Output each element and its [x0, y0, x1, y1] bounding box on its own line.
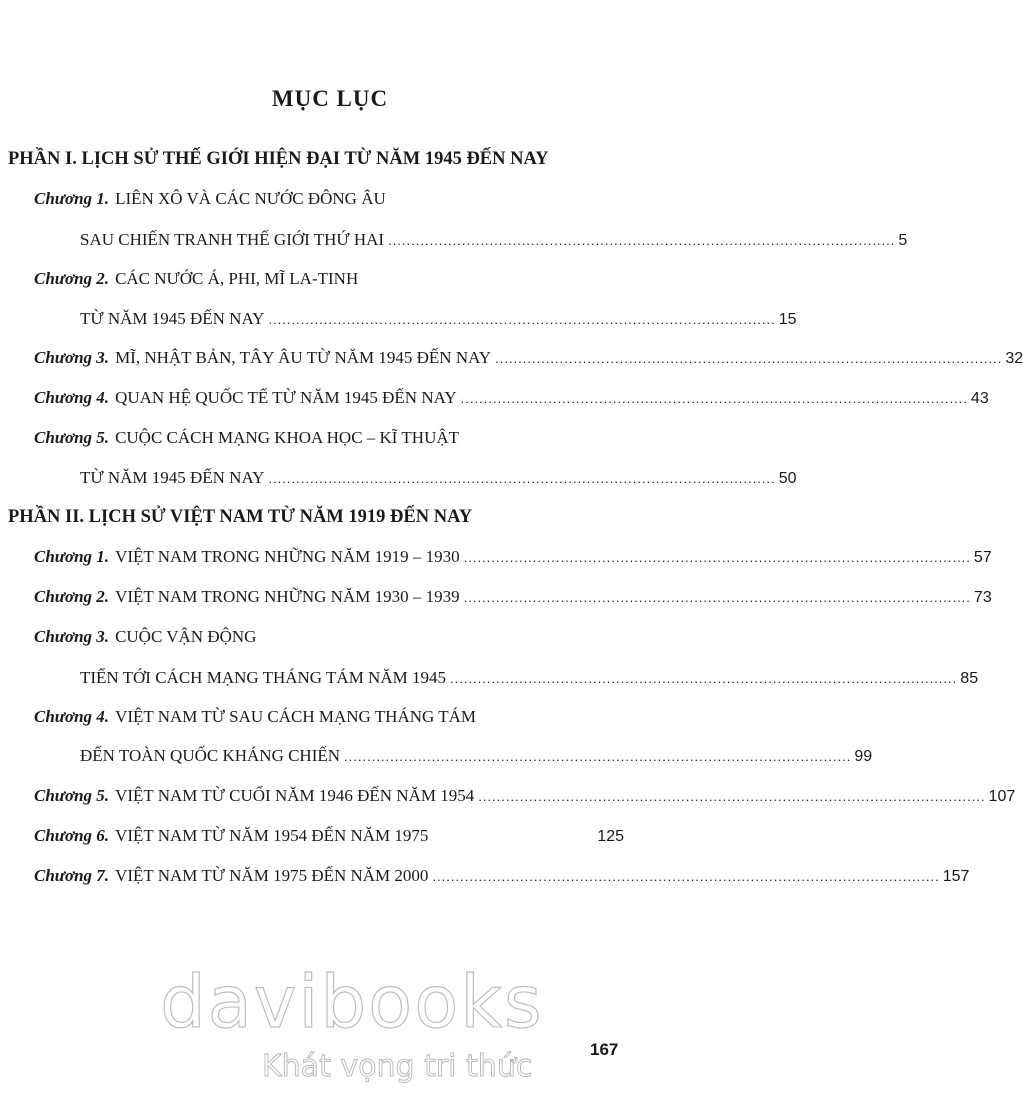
watermark-brand: davibooks [160, 960, 544, 1044]
page-ref: 157 [942, 868, 970, 885]
page-ref: 43 [970, 390, 989, 407]
chapter-title-cont: ĐẾN TOÀN QUỐC KHÁNG CHIẾN [80, 746, 341, 765]
chapter-label: Chương 2. [34, 269, 110, 288]
chapter-title-cont: TỪ NĂM 1945 ĐẾN NAY [80, 309, 265, 328]
chapter-title: VIỆT NAM TRONG NHỮNG NĂM 1930 – 1939 [115, 587, 460, 606]
dot-leader: .............................................................................................................. [344, 749, 852, 764]
chapter-title: VIỆT NAM TỪ CUỐI NĂM 1946 ĐẾN NĂM 1954 [115, 786, 475, 805]
dot-leader: .............................................................................................................. [478, 789, 986, 804]
chapter-title: CÁC NƯỚC Á, PHI, MĨ LA-TINH [115, 269, 359, 288]
toc-entry-p1-ch4[interactable] [34, 388, 989, 408]
dot-leader: .............................................................................................................. [449, 671, 958, 686]
watermark-slogan: Khát vọng tri thức [262, 1049, 533, 1084]
page-ref: 15 [778, 311, 797, 328]
chapter-title-cont: TỪ NĂM 1945 ĐẾN NAY [80, 468, 265, 487]
chapter-label: Chương 3. [34, 348, 110, 367]
toc-entry-p1-ch5[interactable] [34, 428, 624, 448]
dot-leader: .............................................................................................................. [460, 391, 968, 406]
chapter-label: Chương 6. [34, 826, 110, 845]
page-ref: 32 [1005, 350, 1023, 367]
page-number: 167 [590, 1040, 619, 1059]
chapter-label: Chương 1. [34, 547, 110, 566]
page-ref: 99 [854, 748, 873, 765]
chapter-label: Chương 4. [34, 388, 110, 407]
toc-entry-p1-ch3[interactable] [34, 348, 1023, 368]
toc-entry-p2-ch3-cont[interactable] [80, 668, 979, 688]
chapter-label: Chương 1. [34, 189, 110, 208]
page-ref: 73 [973, 589, 992, 606]
toc-entry-p2-ch3[interactable] [34, 627, 624, 647]
dot-leader: .............................................................................................................. [495, 351, 1003, 366]
toc-entry-p2-ch1[interactable] [34, 547, 992, 567]
dot-leader: .............................................................................................................. [268, 471, 776, 486]
page-ref: 57 [973, 549, 992, 566]
page-ref: 107 [988, 788, 1016, 805]
chapter-title: QUAN HỆ QUỐC TẾ TỪ NĂM 1945 ĐẾN NAY [115, 388, 457, 407]
chapter-title: CUỘC CÁCH MẠNG KHOA HỌC – KĨ THUẬT [115, 428, 460, 447]
toc-entry-p2-ch5[interactable] [34, 786, 1016, 806]
chapter-label: Chương 7. [34, 866, 110, 885]
chapter-title-cont: SAU CHIẾN TRANH THẾ GIỚI THỨ HAI [80, 230, 385, 249]
part-1-heading: PHẦN I. LỊCH SỬ THẾ GIỚI HIỆN ĐẠI TỪ NĂM 1945 ĐẾN NAY [8, 149, 549, 169]
page-title: MỤC LỤC [271, 86, 389, 111]
part-2-heading: PHẦN II. LỊCH SỬ VIỆT NAM TỪ NĂM 1919 ĐẾN NAY [8, 507, 473, 527]
chapter-title-cont: TIẾN TỚI CÁCH MẠNG THÁNG TÁM NĂM 1945 [80, 668, 446, 687]
chapter-title: MĨ, NHẬT BẢN, TÂY ÂU TỪ NĂM 1945 ĐẾN NAY [115, 348, 492, 367]
toc-entry-p1-ch1[interactable] [34, 189, 624, 209]
toc-entry-p1-ch2[interactable] [34, 269, 624, 289]
chapter-label: Chương 4. [34, 707, 110, 726]
chapter-title: VIỆT NAM TRONG NHỮNG NĂM 1919 – 1930 [115, 547, 460, 566]
chapter-label: Chương 5. [34, 428, 110, 447]
page-ref: 50 [778, 470, 797, 487]
dot-leader: .............................................................................................................. [388, 233, 896, 248]
chapter-title: VIỆT NAM TỪ NĂM 1975 ĐẾN NĂM 2000 [115, 866, 429, 885]
toc-entry-p2-ch2[interactable] [34, 587, 992, 607]
dot-leader: .............................................................................................................. [268, 312, 776, 327]
page-ref: 5 [898, 232, 908, 249]
toc-entry-p1-ch2-cont[interactable] [80, 309, 797, 329]
chapter-title: VIỆT NAM TỪ SAU CÁCH MẠNG THÁNG TÁM [115, 707, 476, 726]
page-ref: 125 [597, 828, 624, 845]
dot-leader: .............................................................................................................. [463, 550, 971, 565]
chapter-title: VIỆT NAM TỪ NĂM 1954 ĐẾN NĂM 1975 [115, 826, 429, 845]
dot-leader: .............................................................................................................. [463, 590, 971, 605]
dot-leader: .............................................................................................................. [432, 869, 940, 884]
page-ref: 85 [960, 670, 979, 687]
toc-entry-p2-ch6[interactable] [34, 826, 624, 846]
toc-entry-p2-ch7[interactable] [34, 866, 970, 886]
toc-entry-p2-ch4-cont[interactable] [80, 746, 873, 766]
toc-entry-p1-ch1-cont[interactable] [80, 230, 908, 250]
toc-entry-p2-ch4[interactable] [34, 707, 624, 727]
toc-entry-p1-ch5-cont[interactable] [80, 468, 797, 488]
chapter-label: Chương 5. [34, 786, 110, 805]
chapter-label: Chương 3. [34, 627, 110, 646]
chapter-title: CUỘC VẬN ĐỘNG [115, 627, 257, 646]
chapter-label: Chương 2. [34, 587, 110, 606]
chapter-title: LIÊN XÔ VÀ CÁC NƯỚC ĐÔNG ÂU [115, 189, 386, 208]
